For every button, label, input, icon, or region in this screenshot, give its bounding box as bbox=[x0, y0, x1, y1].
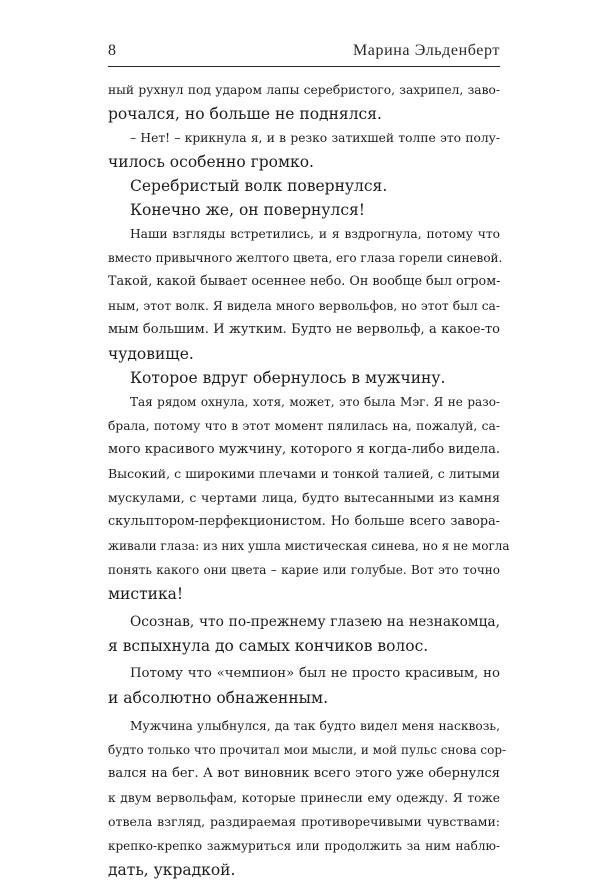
running-head-author: Марина Эльденберт bbox=[352, 42, 500, 59]
text-line: Осознав, что по-прежнему глазею на незнакомца, bbox=[130, 614, 500, 630]
text-line: Которое вдруг обернулось в мужчину. bbox=[130, 369, 446, 387]
page-number: 8 bbox=[108, 42, 116, 59]
text-line: ным, этот волк. Я видела много вервольфов, но этот был са- bbox=[108, 299, 500, 313]
text-line: Наши взгляды встретились, и я вздрогнула, потому что bbox=[130, 227, 500, 241]
text-line: Серебристый волк повернулся. bbox=[130, 177, 388, 195]
text-line: Мужчина улыбнулся, да так будто видел меня насквозь, bbox=[130, 719, 500, 733]
text-line: Такой, какой бывает осеннее небо. Он вообще был огром- bbox=[108, 274, 501, 289]
text-line: Конечно же, он повернулся! bbox=[130, 201, 366, 219]
text-line: чудовище. bbox=[108, 345, 194, 363]
text-line: брала, потому что в этот момент пялилась на, пожалуй, са- bbox=[108, 419, 500, 433]
text-line: будто только что прочитал мои мысли, и мой пульс снова сор- bbox=[108, 743, 507, 757]
text-line: мускулами, с чертами лица, будто вытесанными из камня bbox=[108, 490, 500, 505]
text-line: – Нет! – крикнула я, и в резко затихшей толпе это полу- bbox=[130, 131, 500, 145]
text-line: чилось особенно громко. bbox=[108, 153, 314, 171]
running-head bbox=[108, 42, 500, 64]
text-line: отвела взгляд, раздираемая противоречивыми чувствами: bbox=[108, 814, 500, 829]
text-line: мого красивого мужчину, которого я когда-либо видела. bbox=[108, 442, 500, 457]
text-line: крепко-крепко зажмуриться или продолжить за ним наблю- bbox=[108, 839, 500, 853]
text-line: вался на бег. А вот виновник всего этого уже обернулся bbox=[108, 766, 500, 781]
header-rule bbox=[108, 66, 500, 67]
text-line: ный рухнул под ударом лапы серебристого, захрипел, заво- bbox=[108, 83, 500, 97]
text-line: скульптором-перфекционистом. Но больше всего заворa- bbox=[108, 514, 500, 529]
text-line: дать, украдкой. bbox=[108, 861, 236, 879]
text-line: понять какого они цвета – карие или голубые. Вот это точно bbox=[108, 563, 500, 577]
text-line: Высокий, с широкими плечами и тонкой талией, с литыми bbox=[108, 466, 500, 481]
text-line: к двум вервольфам, которые принесли ему одежду. Я тоже bbox=[108, 791, 500, 805]
text-line: мым большим. И жутким. Будто не вервольф, а какое-то bbox=[108, 322, 500, 337]
body-text bbox=[108, 78, 510, 882]
text-line: Тая рядом охнула, хотя, может, это была Мэг. Я не разо- bbox=[130, 395, 500, 409]
text-line: рочался, но больше не поднялся. bbox=[108, 105, 382, 123]
text-line: вместо привычного желтого цвета, его глаза горели синевой. bbox=[108, 251, 503, 265]
text-line: и абсолютно обнаженным. bbox=[108, 689, 328, 707]
text-line: мистика! bbox=[108, 585, 184, 603]
text-line: я вспыхнула до самых кончиков волос. bbox=[108, 637, 429, 655]
text-line: Потому что «чемпион» был не просто красивым, но bbox=[130, 666, 500, 681]
text-line: живали глаза: из них ушла мистическая синева, но я не могла bbox=[108, 539, 510, 553]
